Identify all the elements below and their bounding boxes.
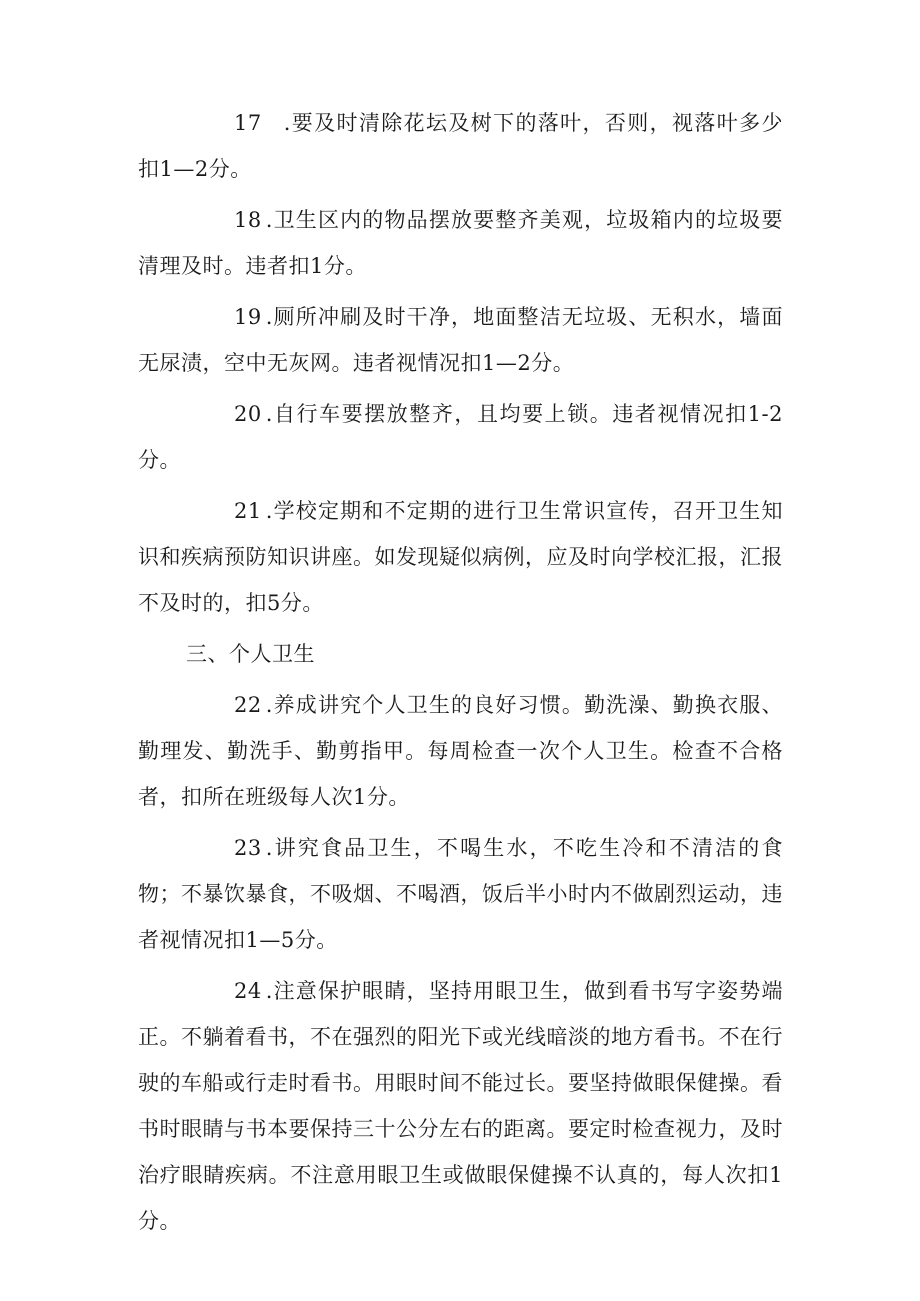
item-number: 17 [234,111,262,135]
item-text: .学校定期和不定期的进行卫生常识宣传，召开卫生知识和疾病预防知识讲座。如发现疑似病例，应及时向学校汇报，汇报不及时的，扣5分。 [138,499,783,615]
rule-item-20 [138,391,783,483]
item-number: 24 [234,979,262,1003]
item-text: .厕所冲刷及时干净，地面整洁无垃圾、无积水，墙面无尿渍，空中无灰网。违者视情况扣1—2分。 [138,305,783,375]
item-number: 23 [234,836,262,860]
item-text: .注意保护眼睛，坚持用眼卫生，做到看书写字姿势端正。不躺着看书，不在强烈的阳光下或光线暗淡的地方看书。不在行驶的车船或行走时看书。用眼时间不能过长。要坚持做眼保健操。看书时眼睛与书本要保持三十公分左右的距离。要定时检查视力，及时治疗眼睛疾病。不注意用眼卫生或做眼保健操不认真的，每人次扣1分。 [138,979,783,1233]
item-number: 21 [234,499,262,523]
rule-item-18 [138,197,783,289]
rule-item-23 [138,825,783,963]
item-number: 22 [234,693,262,717]
item-number: 18 [234,208,262,232]
rule-item-19 [138,294,783,386]
item-text: .讲究食品卫生，不喝生水，不吃生冷和不清洁的食物；不暴饮暴食，不吸烟、不喝酒，饭后半小时内不做剧烈运动，违者视情况扣1—5分。 [138,836,783,952]
section-heading: 三、个人卫生 [186,642,315,666]
item-number: 19 [234,305,262,329]
item-text: .自行车要摆放整齐，且均要上锁。违者视情况扣1-2分。 [138,402,783,472]
rule-item-21 [138,488,783,626]
item-number: 20 [234,402,262,426]
rule-item-17 [138,100,783,192]
document-body [138,100,783,1249]
rule-item-24 [138,968,783,1244]
item-text: .要及时清除花坛及树下的落叶，否则，视落叶多少扣1—2分。 [138,111,783,181]
rule-item-22 [138,682,783,820]
item-text: .养成讲究个人卫生的良好习惯。勤洗澡、勤换衣服、勤理发、勤洗手、勤剪指甲。每周检查一次个人卫生。检查不合格者，扣所在班级每人次1分。 [138,693,783,809]
item-text: .卫生区内的物品摆放要整齐美观，垃圾箱内的垃圾要清理及时。违者扣1分。 [138,208,783,278]
